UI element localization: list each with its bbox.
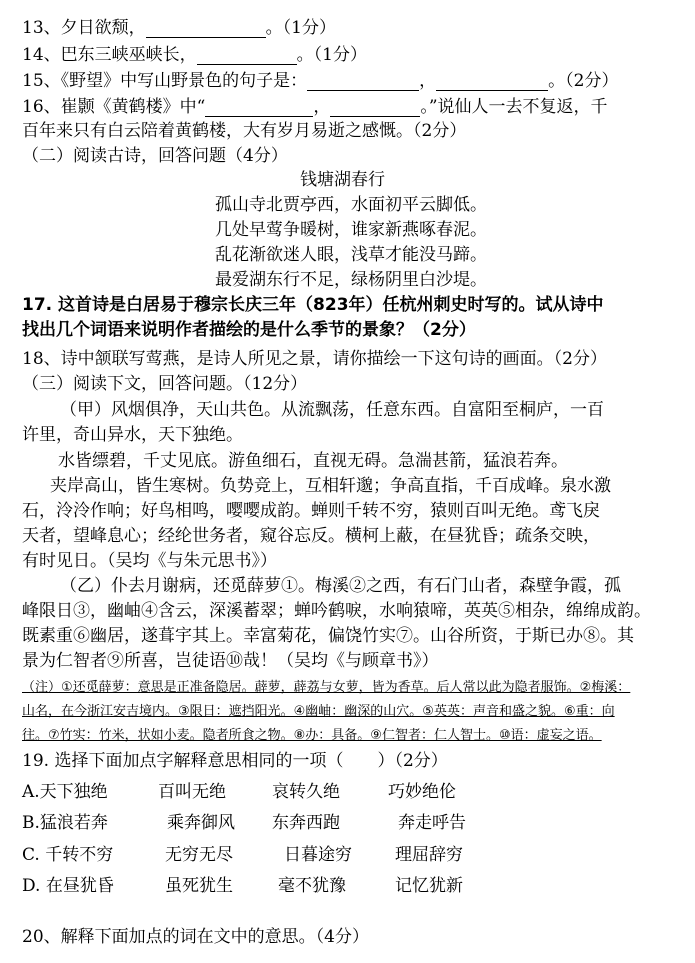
passage-jia-line: （甲）风烟俱净，天山共色。从流飘荡，任意东西。自富阳至桐庐，一百 <box>60 400 604 420</box>
q16-prefix: 16、崔颢《黄鹤楼》中“ <box>22 97 206 117</box>
passage-yi-line: 既素重⑥幽居，遂葺宇其上。幸富菊花，偏饶竹实⑦。山谷所资，于斯已办⑧。其 <box>22 626 634 646</box>
q14-prefix: 14、巴东三峡巫峡长， <box>22 45 197 65</box>
q17-line2: 找出几个词语来说明作者描绘的是什么季节的景象？（2分） <box>22 320 476 340</box>
option-word: 百叫无绝 <box>158 782 226 802</box>
poem-title: 钱塘湖春行 <box>300 170 385 190</box>
annotation-line: 往。⑦竹实：竹米，状如小麦。隐者所食之物。⑧办：具备。⑨仁智者：仁人智士。⑩语：虚妄之语。 <box>22 728 602 743</box>
section-3-heading: （三）阅读下文，回答问题。（12分） <box>22 374 308 394</box>
question-14 <box>22 45 367 65</box>
question-13 <box>22 18 336 38</box>
answer-blank[interactable] <box>197 46 297 65</box>
annotation-line: 山名，在今浙江安吉境内。③限日：遮挡阳光。④幽岫：幽深的山穴。⑤英英：声音和盛之貌。⑥重：向 <box>22 704 615 719</box>
answer-blank[interactable] <box>436 72 548 91</box>
option-word: 无穷无尽 <box>165 845 233 865</box>
q17-prompt: 试从诗中 <box>535 295 604 315</box>
option-word: 虽死犹生 <box>165 876 233 896</box>
option-word: 哀转久绝 <box>272 782 340 802</box>
q13-prefix: 13、夕日欲颓， <box>22 18 146 38</box>
answer-blank[interactable] <box>205 98 313 117</box>
q17-context: 17. 这首诗是白居易于穆宗长庆三年（823年）任杭州刺史时写的。 <box>22 295 536 315</box>
passage-jia-line: 有时见日。（吴均《与朱元思书》） <box>22 551 277 571</box>
passage-yi-line: 景为仁智者⑨所喜，岂徒语⑩哉！（吴均《与顾章书》） <box>22 651 439 671</box>
q15-suffix: 。（2分） <box>548 71 619 91</box>
question-17 <box>22 295 604 315</box>
q16-separator: ， <box>313 97 331 117</box>
q13-suffix: 。（1分） <box>265 18 336 38</box>
passage-jia-line: 石，泠泠作响；好鸟相鸣，嘤嘤成韵。蝉则千转不穷，猿则百叫无绝。鸢飞戾 <box>22 501 600 521</box>
passage-yi-line: 峰限日③，幽岫④含云，深溪蓄翠；蝉吟鹤唳，水响猿啼，英英⑤相杂，绵绵成韵。 <box>22 601 651 621</box>
q16-suffix: 。”说仙人一去不复返，千 <box>420 97 608 117</box>
poem-line: 孤山寺北贾亭西，水面初平云脚低。 <box>215 195 487 215</box>
q16-line2: 百年来只有白云陪着黄鹤楼，大有岁月易逝之感慨。（2分） <box>22 121 467 141</box>
question-19: 19. 选择下面加点字解释意思相同的一项（ ）（2分） <box>22 751 448 771</box>
option-word: 巧妙绝伦 <box>388 782 456 802</box>
option-word: 乘奔御风 <box>167 813 235 833</box>
passage-jia-line: 夹岸高山，皆生寒树。负势竞上，互相轩邈；争高直指，千百成峰。泉水激 <box>50 476 611 496</box>
question-15 <box>22 71 618 91</box>
section-2-heading: （二）阅读古诗，回答问题（4分） <box>22 146 288 166</box>
passage-jia-line: 许里，奇山异水，天下独绝。 <box>22 425 243 445</box>
annotation-line: （注）①还觅薛萝：意思是正准备隐居。薜萝，薜荔与女萝，皆为香草。后人常以此为隐者服饰。②梅溪： <box>22 680 631 695</box>
q14-suffix: 。（1分） <box>296 45 367 65</box>
option-word: 东奔西跑 <box>272 813 340 833</box>
answer-blank[interactable] <box>307 72 419 91</box>
option-word: B.猛浪若奔 <box>22 813 108 833</box>
passage-yi-line: （乙）仆去月谢病，还觅薛萝①。梅溪②之西，有石门山者，森壁争霞，孤 <box>60 576 621 596</box>
poem-line: 乱花渐欲迷人眼，浅草才能没马蹄。 <box>215 245 487 265</box>
option-word: 日暮途穷 <box>284 845 352 865</box>
question-18: 18、诗中颔联写莺燕，是诗人所见之景，请你描绘一下这句诗的画面。（2分） <box>22 349 607 369</box>
answer-blank[interactable] <box>146 19 266 38</box>
q15-separator: ， <box>419 71 437 91</box>
option-word: 记忆犹新 <box>395 876 463 896</box>
option-word: 奔走呼告 <box>398 813 466 833</box>
passage-jia-line: 水皆缥碧，千丈见底。游鱼细石，直视无碍。急湍甚箭，猛浪若奔。 <box>58 451 568 471</box>
option-word: A.天下独绝 <box>22 782 108 802</box>
poem-line: 几处早莺争暖树，谁家新燕啄春泥。 <box>215 220 487 240</box>
passage-jia-line: 天者，望峰息心；经纶世务者，窥谷忘反。横柯上蔽，在昼犹昏；疏条交映， <box>22 526 600 546</box>
option-word: C. 千转不穷 <box>22 845 114 865</box>
option-word: 毫不犹豫 <box>278 876 346 896</box>
question-20: 20、解释下面加点的词在文中的意思。（4分） <box>22 927 369 947</box>
answer-blank[interactable] <box>330 98 420 117</box>
option-word: D. 在昼犹昏 <box>22 876 114 896</box>
option-word: 理屈辞穷 <box>395 845 463 865</box>
q15-prefix: 15、《野望》中写山野景色的句子是： <box>22 71 308 91</box>
question-16 <box>22 97 608 117</box>
poem-line: 最爱湖东行不足，绿杨阴里白沙堤。 <box>215 270 487 290</box>
